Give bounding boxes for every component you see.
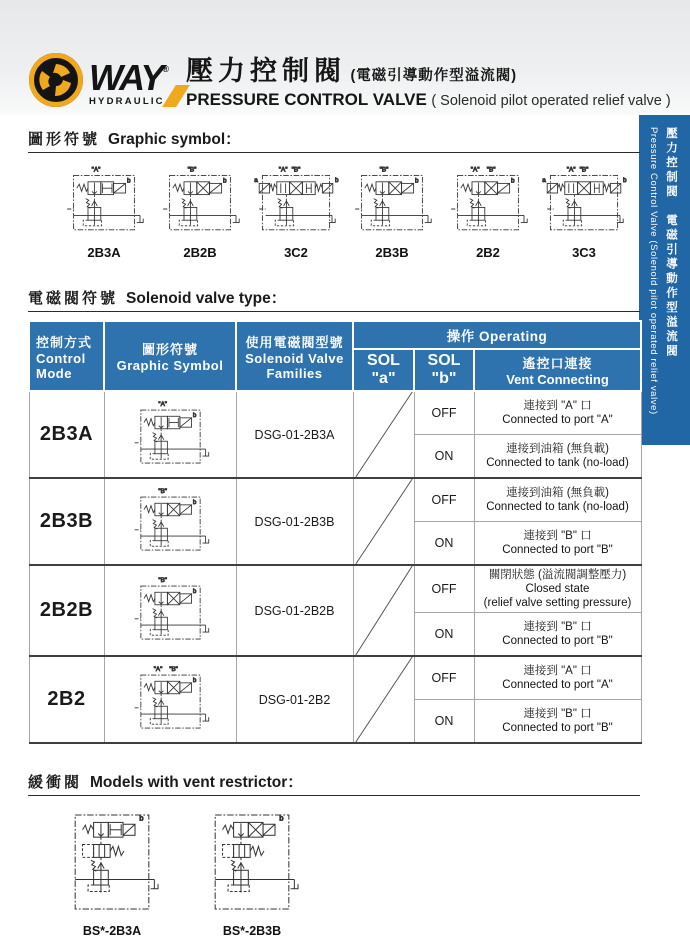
valve-symbol-2B3B: [344, 159, 440, 260]
sol-a-na-cell: [353, 565, 414, 656]
table-row: [29, 656, 641, 700]
valve-family-cell: DSG-01-2B3A: [236, 391, 353, 478]
svg-text:b: b: [192, 587, 196, 595]
valve-family-cell: DSG-01-2B3B: [236, 478, 353, 565]
symbol-label: 2B3B: [375, 245, 409, 260]
symbol-label: 3C2: [284, 245, 308, 260]
svg-text:b: b: [139, 813, 144, 823]
valve-symbol-3C3: [536, 159, 632, 260]
sol-b-state: ON: [414, 613, 474, 657]
vent-connecting-cell: 連接到 "A" 口 Connected to port "A": [474, 656, 641, 700]
title-en-paren: ( Solenoid pilot operated relief valve ): [431, 93, 671, 109]
diagonal-slash: [354, 479, 414, 564]
svg-text:b: b: [127, 177, 131, 185]
hydraulic-schematic: [56, 159, 152, 243]
side-tab-title-zh: 壓力控制閥 電磁引導動作型溢流閥: [665, 127, 677, 359]
svg-text:a: a: [542, 176, 546, 184]
sol-b-state: OFF: [414, 656, 474, 700]
control-mode-cell: 2B3B: [29, 478, 104, 565]
svg-text:"A": "A": [278, 166, 288, 174]
hydraulic-schematic: [344, 159, 440, 243]
svg-text:b: b: [192, 676, 196, 684]
section-heading-solenoid-valve-type: 電磁閥符號 Solenoid valve type：: [28, 286, 640, 312]
svg-text:b: b: [192, 498, 196, 506]
svg-text:"B": "B": [579, 166, 589, 174]
logo-swirl-icon: [26, 50, 86, 110]
valve-symbol-2B2: [440, 159, 536, 260]
section-heading-vent-restrictor: 緩衝閥 Models with vent restrictor：: [28, 770, 640, 796]
diagonal-slash: [354, 392, 414, 477]
svg-text:"B": "B": [291, 166, 301, 174]
page-content: [0, 115, 690, 938]
sol-a-na-cell: [353, 656, 414, 743]
hydraulic-schematic: [106, 572, 235, 650]
symbol-label: BS*-2B3B: [222, 924, 282, 938]
solenoid-valve-table: [28, 320, 642, 744]
sol-a-na-cell: [353, 478, 414, 565]
control-mode-cell: 2B2B: [29, 565, 104, 656]
valve-symbol-2B3A: [56, 159, 152, 260]
svg-text:"B": "B": [157, 576, 167, 584]
valve-symbol-2B2B: [152, 159, 248, 260]
vent-connecting-cell: 連接到 "B" 口 Connected to port "B": [474, 700, 641, 744]
sol-b-state: ON: [414, 522, 474, 566]
sol-b-state: OFF: [414, 565, 474, 613]
graphic-symbol-cell: [104, 565, 236, 656]
graphic-symbol-cell: [104, 478, 236, 565]
svg-text:"B": "B": [157, 487, 167, 495]
symbol-label: 2B2: [476, 245, 500, 260]
symbol-label: BS*-2B3A: [82, 924, 142, 938]
svg-text:b: b: [279, 813, 284, 823]
valve-family-cell: DSG-01-2B2B: [236, 565, 353, 656]
table-row: [29, 478, 641, 522]
col-header-vent-connecting: 遙控口連接 Vent Connecting: [474, 349, 641, 391]
hydraulic-schematic: [248, 159, 344, 243]
sol-b-state: OFF: [414, 478, 474, 522]
svg-text:"B": "B": [486, 166, 496, 174]
valve-symbol-BS-2B3A: [54, 804, 170, 938]
sol-b-state: OFF: [414, 391, 474, 435]
svg-text:"B": "B": [187, 166, 197, 174]
symbol-label: 3C3: [572, 245, 596, 260]
registered-mark: ®: [162, 64, 169, 74]
col-header-sol-a: SOL "a": [353, 349, 414, 391]
vent-connecting-cell: 關閉狀態 (溢流閥調整壓力) Closed state (relief valve setting pressure): [474, 565, 641, 613]
hydraulic-schematic: [194, 804, 310, 920]
vent-connecting-cell: 連接到油箱 (無負載) Connected to tank (no-load): [474, 435, 641, 479]
svg-text:b: b: [335, 176, 339, 184]
diagonal-slash: [354, 657, 414, 742]
svg-text:a: a: [254, 176, 258, 184]
hydraulic-schematic: [536, 159, 632, 243]
logo-subtext: HYDRAULIC: [89, 95, 165, 107]
hydraulic-schematic: [106, 483, 235, 561]
svg-text:"B": "B": [379, 166, 389, 174]
col-header-control-mode: 控制方式 Control Mode: [29, 321, 104, 391]
valve-symbol-BS-2B3B: [194, 804, 310, 938]
symbol-label: 2B3A: [87, 245, 121, 260]
graphic-symbol-cell: [104, 656, 236, 743]
sol-b-state: ON: [414, 700, 474, 744]
valve-family-cell: DSG-01-2B2: [236, 656, 353, 743]
hydraulic-schematic: [106, 661, 235, 739]
svg-text:"A": "A": [566, 166, 576, 174]
table-row: [29, 391, 641, 435]
hydraulic-schematic: [106, 396, 235, 474]
restrictor-model-strip: [54, 804, 690, 938]
sol-a-na-cell: [353, 391, 414, 478]
svg-text:b: b: [192, 411, 196, 419]
title-en: PRESSURE CONTROL VALVE: [186, 90, 427, 109]
graphic-symbol-strip: [56, 159, 627, 260]
svg-text:"A": "A": [157, 400, 167, 408]
svg-text:b: b: [623, 176, 627, 184]
vent-connecting-cell: 連接到 "B" 口 Connected to port "B": [474, 522, 641, 566]
svg-text:"A": "A": [91, 166, 101, 174]
col-header-sol-b: SOL "b": [414, 349, 474, 391]
way-hydraulic-logo: [26, 50, 183, 110]
side-tab-title-en: Pressure Control Valve (Solenoid pilot operated relief valve): [648, 127, 659, 415]
title-zh: 壓力控制閥: [186, 56, 346, 86]
svg-text:"A": "A": [470, 166, 480, 174]
vent-connecting-cell: 連接到 "A" 口 Connected to port "A": [474, 391, 641, 435]
diagonal-slash: [354, 566, 414, 655]
svg-text:b: b: [223, 177, 227, 185]
hydraulic-schematic: [152, 159, 248, 243]
col-header-valve-families: 使用電磁閥型號 Solenoid Valve Families: [236, 321, 353, 391]
col-header-operating: 操作 Operating: [353, 321, 641, 349]
vent-connecting-cell: 連接到油箱 (無負載) Connected to tank (no-load): [474, 478, 641, 522]
graphic-symbol-cell: [104, 391, 236, 478]
vent-connecting-cell: 連接到 "B" 口 Connected to port "B": [474, 613, 641, 657]
svg-text:"A": "A": [153, 665, 162, 673]
sol-b-state: ON: [414, 435, 474, 479]
control-mode-cell: 2B2: [29, 656, 104, 743]
page-title: [186, 49, 671, 110]
svg-text:b: b: [511, 177, 515, 185]
symbol-label: 2B2B: [183, 245, 217, 260]
logo-brand: WAY®: [89, 57, 169, 98]
col-header-graphic-symbol: 圖形符號 Graphic Symbol: [104, 321, 236, 391]
svg-text:"B": "B": [168, 665, 178, 673]
table-row: [29, 565, 641, 613]
section-heading-graphic-symbol: 圖形符號 Graphic symbol：: [28, 127, 640, 153]
svg-text:b: b: [415, 177, 419, 185]
valve-symbol-3C2: [248, 159, 344, 260]
hydraulic-schematic: [54, 804, 170, 920]
hydraulic-schematic: [440, 159, 536, 243]
header-banner: [0, 0, 690, 115]
title-zh-paren: (電磁引導動作型溢流閥): [350, 68, 518, 84]
control-mode-cell: 2B3A: [29, 391, 104, 478]
